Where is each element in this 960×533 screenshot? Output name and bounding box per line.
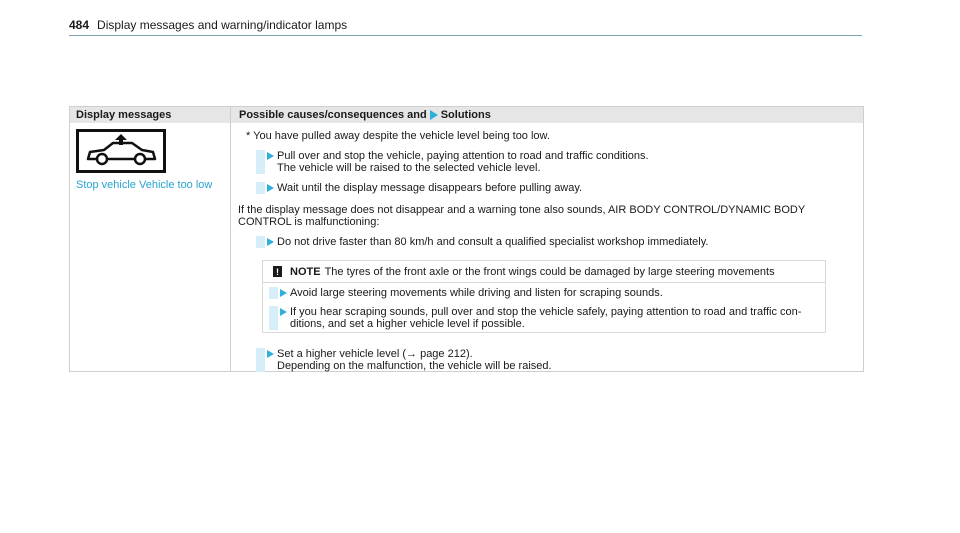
column-header-solutions-label: Solutions xyxy=(440,109,491,121)
step-drive-limit xyxy=(256,236,708,248)
display-message-cell xyxy=(76,129,224,191)
page-header xyxy=(69,16,862,34)
note-header xyxy=(263,261,825,283)
note-label: NOTE xyxy=(290,265,321,278)
vehicle-level-raise-icon xyxy=(76,129,166,173)
condition-line: CONTROL is malfunctioning: xyxy=(238,216,380,228)
step-arrow-icon xyxy=(280,308,287,316)
step-line: Set a higher vehicle level (→ page 212). xyxy=(277,348,473,360)
step-line: Depending on the malfunction, the vehicle will be raised. xyxy=(277,360,552,372)
step-pull-over xyxy=(256,150,649,174)
header-rule xyxy=(69,35,862,36)
page-number: 484 xyxy=(69,18,90,32)
display-messages-table xyxy=(69,106,864,372)
step-line: The vehicle will be raised to the selected vehicle level. xyxy=(277,162,541,174)
page-title: Display messages and warning/indicator lamps xyxy=(97,18,348,32)
step-arrow-icon xyxy=(267,152,274,160)
column-divider xyxy=(230,107,231,371)
solution-arrow-icon xyxy=(430,110,438,120)
column-header-display-messages: Display messages xyxy=(76,109,172,121)
step-arrow-icon xyxy=(280,289,287,297)
cause-text: * You have pulled away despite the vehicle level being too low. xyxy=(246,130,550,142)
step-line: Do not drive faster than 80 km/h and consult a qualified specialist workshop immediately. xyxy=(277,236,709,248)
note-box xyxy=(262,260,826,333)
message-label: Stop vehicle Vehicle too low xyxy=(76,179,213,191)
table-header xyxy=(70,107,863,123)
step-arrow-icon xyxy=(267,350,274,358)
step-line: ditions, and set a higher vehicle level if possible. xyxy=(290,318,525,330)
note-step-scraping xyxy=(269,306,801,330)
step-line: Pull over and stop the vehicle, paying attention to road and traffic conditions. xyxy=(277,150,649,162)
step-arrow-icon xyxy=(267,238,274,246)
column-header-causes-label: Possible causes/consequences and xyxy=(239,109,427,121)
step-arrow-icon xyxy=(267,184,274,192)
step-line: Wait until the display message disappears before pulling away. xyxy=(277,182,583,194)
step-line: If you hear scraping sounds, pull over and stop the vehicle safely, paying attention to road and traffic con- xyxy=(290,306,802,318)
note-step-avoid xyxy=(269,287,663,299)
condition-text xyxy=(238,204,805,228)
step-line: Avoid large steering movements while driving and listen for scraping sounds. xyxy=(290,287,663,299)
column-header-causes-solutions xyxy=(239,109,491,121)
step-wait xyxy=(256,182,582,194)
note-text: The tyres of the front axle or the front wings could be damaged by large steering movements xyxy=(324,265,775,278)
step-set-level xyxy=(256,348,552,372)
warning-icon: ! xyxy=(273,266,282,277)
condition-line: If the display message does not disappear and a warning tone also sounds, AIR BODY CONTROL/DYNAMIC BODY xyxy=(238,204,806,216)
